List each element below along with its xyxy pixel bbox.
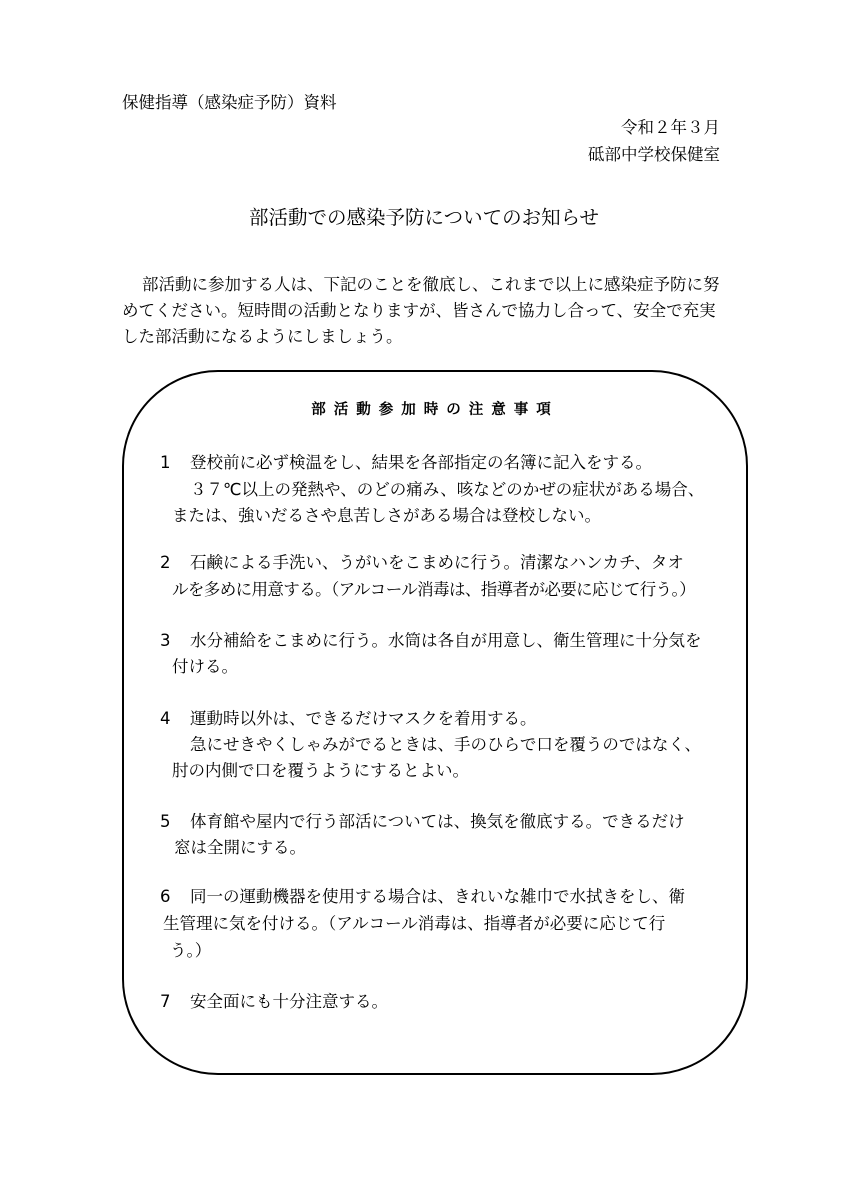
item-line: 石鹸による手洗い、うがいをこまめに行う。清潔なハンカチ、タオ bbox=[190, 553, 684, 572]
item-line: 生管理に気を付ける。（アルコール消毒は、指導者が必要に応じて行 bbox=[163, 914, 666, 933]
document-issuer: 砥部中学校保健室 bbox=[588, 145, 720, 164]
item-line: 安全面にも十分注意する。 bbox=[190, 992, 388, 1011]
item-number: 3 bbox=[160, 631, 171, 650]
notice-box-title: 部活動参加時の注意事項 bbox=[311, 402, 559, 418]
item-line: 同一の運動機器を使用する場合は、きれいな雑巾で水拭きをし、衛 bbox=[190, 887, 685, 906]
item-line: または、強いだるさや息苦しさがある場合は登校しない。 bbox=[172, 506, 601, 525]
intro-line: した部活動になるようにしましょう。 bbox=[122, 327, 403, 346]
document-date: 令和２年３月 bbox=[621, 118, 720, 137]
document-label: 保健指導（感染症予防）資料 bbox=[122, 93, 337, 112]
item-number: 2 bbox=[160, 553, 171, 572]
item-line: 窓は全開にする。 bbox=[174, 838, 306, 857]
item-number: 7 bbox=[160, 992, 171, 1011]
item-line: 水分補給をこまめに行う。水筒は各自が用意し、衛生管理に十分気を bbox=[190, 631, 702, 650]
item-line: ３７℃以上の発熱や、のどの痛み、咳などのかぜの症状がある場合、 bbox=[190, 480, 705, 499]
item-line: う。） bbox=[170, 941, 212, 960]
item-number: 5 bbox=[160, 812, 171, 831]
item-line: 体育館や屋内で行う部活については、換気を徹底する。できるだけ bbox=[190, 812, 685, 831]
item-number: 6 bbox=[160, 887, 171, 906]
item-line: 肘の内側で口を覆うようにするとよい。 bbox=[172, 761, 469, 780]
item-line: 登校前に必ず検温をし、結果を各部指定の名簿に記入をする。 bbox=[190, 453, 652, 472]
item-line: 付ける。 bbox=[172, 657, 238, 676]
item-number: 4 bbox=[160, 709, 171, 728]
item-line: 急にせきやくしゃみがでるときは、手のひらで口を覆うのではなく、 bbox=[190, 735, 702, 754]
item-line: ルを多めに用意する。（アルコール消毒は、指導者が必要に応じて行う。） bbox=[172, 580, 696, 599]
intro-line: 部活動に参加する人は、下記のことを徹底し、これまで以上に感染症予防に努 bbox=[142, 275, 720, 294]
item-line: 運動時以外は、できるだけマスクを着用する。 bbox=[190, 709, 537, 728]
document-title: 部活動での感染予防についてのお知らせ bbox=[248, 206, 600, 229]
item-number: 1 bbox=[160, 453, 171, 472]
intro-line: めてください。短時間の活動となりますが、皆さんで協力し合って、安全で充実 bbox=[122, 301, 716, 320]
